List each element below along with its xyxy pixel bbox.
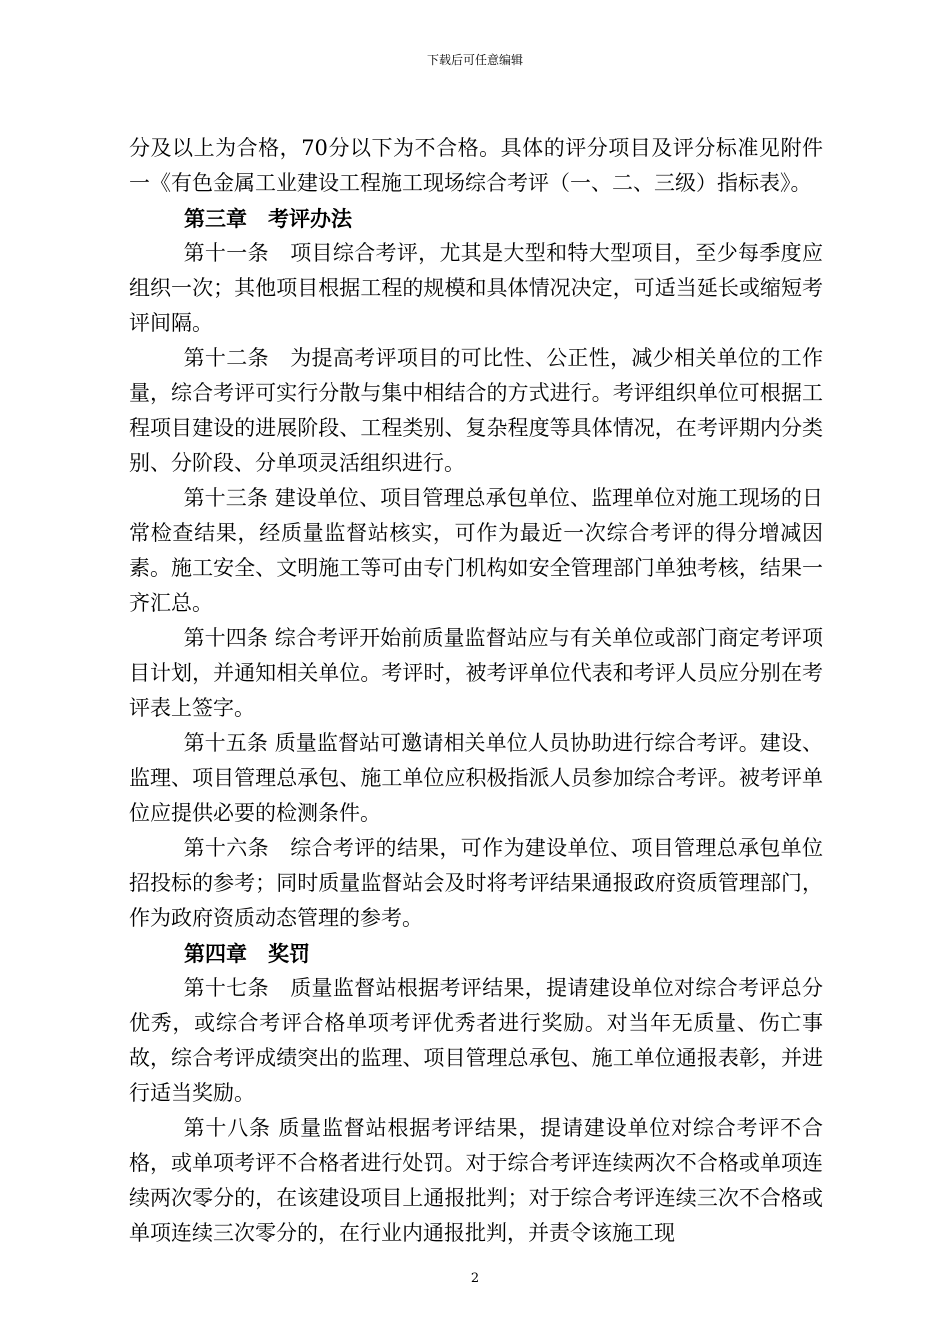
- article-14: 第十四条 综合考评开始前质量监督站应与有关单位或部门商定考评项目计划，并通知相关单位。考评时，被考评单位代表和考评人员应分别在考评表上签字。: [129, 626, 823, 720]
- document-body: [129, 131, 823, 1251]
- article-11: 第十一条 项目综合考评，尤其是大型和特大型项目，至少每季度应组织一次；其他项目根据工程的规模和具体情况决定，可适当延长或缩短考评间隔。: [129, 241, 823, 335]
- article-12: 第十二条 为提高考评项目的可比性、公正性，减少相关单位的工作量，综合考评可实行分散与集中相结合的方式进行。考评组织单位可根据工程项目建设的进展阶段、工程类别、复杂程度等具体情况，在考评期内分类别、分阶段、分单项灵活组织进行。: [129, 346, 823, 475]
- chapter-heading-3: 第三章 考评办法: [184, 206, 352, 231]
- page-header: 下载后可任意编辑: [426, 53, 523, 67]
- chapter-heading-4: 第四章 奖罚: [184, 941, 310, 966]
- page-number: 2: [470, 1271, 480, 1286]
- article-13: 第十三条 建设单位、项目管理总承包单位、监理单位对施工现场的日常检查结果，经质量监督站核实，可作为最近一次综合考评的得分增减因素。施工安全、文明施工等可由专门机构如安全管理部门单独考核，结果一齐汇总。: [129, 486, 823, 615]
- article-15: 第十五条 质量监督站可邀请相关单位人员协助进行综合考评。建设、监理、项目管理总承包、施工单位应积极指派人员参加综合考评。被考评单位应提供必要的检测条件。: [129, 731, 823, 825]
- article-16: 第十六条 综合考评的结果，可作为建设单位、项目管理总承包单位招投标的参考；同时质量监督站会及时将考评结果通报政府资质管理部门，作为政府资质动态管理的参考。: [129, 836, 823, 930]
- article-17: 第十七条 质量监督站根据考评结果，提请建设单位对综合考评总分优秀，或综合考评合格单项考评优秀者进行奖励。对当年无质量、伤亡事故，综合考评成绩突出的监理、项目管理总承包、施工单位通报表彰，并进行适当奖励。: [129, 976, 823, 1105]
- article-18: 第十八条 质量监督站根据考评结果，提请建设单位对综合考评不合格，或单项考评不合格者进行处罚。对于综合考评连续两次不合格或单项连续两次零分的，在该建设项目上通报批判；对于综合考评连续三次不合格或单项连续三次零分的，在行业内通报批判，并责令该施工现: [129, 1116, 823, 1245]
- paragraph-intro: 分及以上为合格，70分以下为不合格。具体的评分项目及评分标准见附件一《有色金属工业建设工程施工现场综合考评（一、二、三级）指标表》。: [129, 136, 823, 195]
